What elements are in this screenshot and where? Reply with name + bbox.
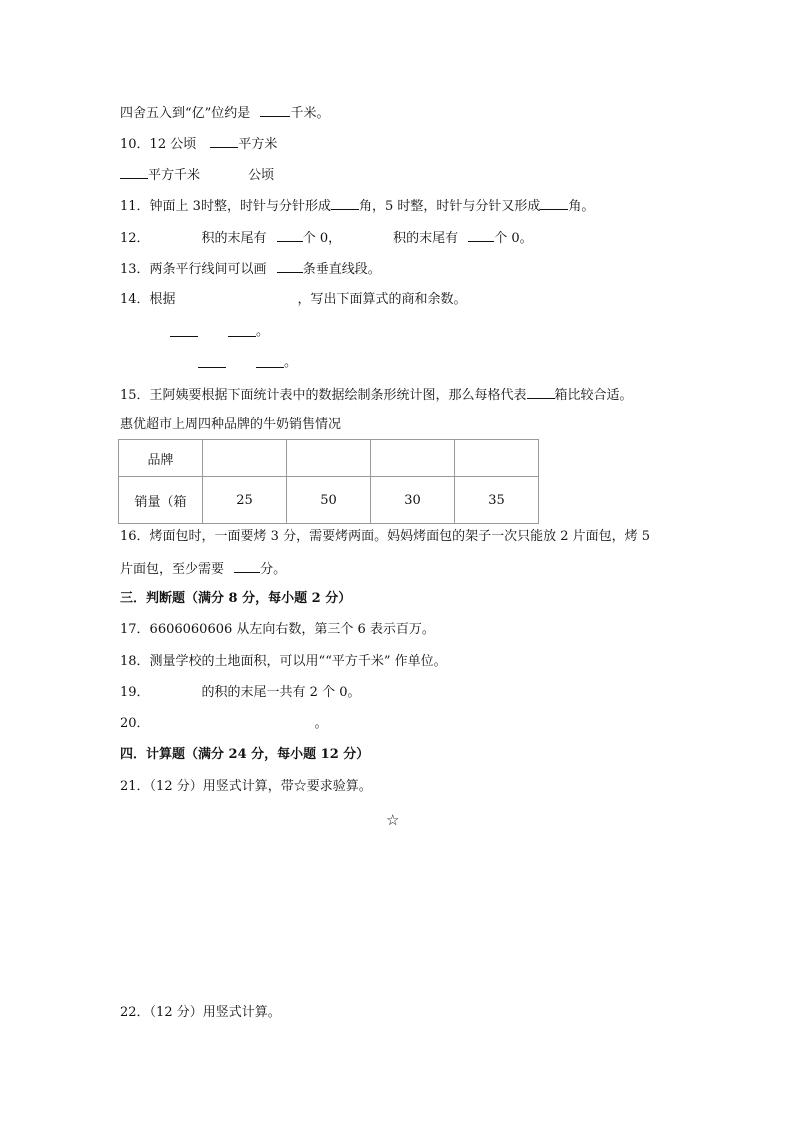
sales-cell: 35 — [455, 477, 539, 524]
answer-blank[interactable] — [260, 104, 290, 117]
row-label-brand: 品牌 — [119, 440, 203, 477]
q15-text: 15．王阿姨要根据下面统计表中的数据绘制条形统计图，那么每格代表 — [120, 388, 527, 403]
milk-sales-table — [118, 439, 539, 524]
q16-unit: 分。 — [260, 562, 287, 577]
section-3-heading: 三．判断题（满分 8 分，每小题 2 分） — [120, 591, 352, 606]
brand-cell — [371, 440, 455, 477]
answer-blank[interactable] — [170, 324, 198, 337]
q19-number: 19． — [120, 685, 150, 700]
q14-period-2: 。 — [284, 355, 298, 370]
q12-number: 12． — [120, 231, 150, 246]
answer-blank[interactable] — [234, 560, 260, 573]
question-10 — [120, 135, 277, 153]
q10b-unit-1: 平方千米 — [148, 168, 201, 183]
question-12 — [120, 229, 533, 247]
brand-cell — [287, 440, 371, 477]
sales-cell: 50 — [287, 477, 371, 524]
answer-blank[interactable] — [256, 355, 284, 368]
q11-text-2: 角，5 时整，时针与分针又形成 — [358, 199, 541, 214]
question-15 — [120, 386, 633, 404]
answer-blank[interactable] — [331, 197, 359, 210]
q12-text-4: 个 0。 — [494, 231, 533, 246]
question-16-line-1: 16．烤面包时，一面要烤 3 分，需要烤两面。妈妈烤面包的架子一次只能放 2 片面包，烤 5 — [120, 529, 651, 544]
section-4-heading: 四．计算题（满分 24 分，每小题 12 分） — [120, 747, 370, 762]
q9-unit: 千米。 — [290, 106, 330, 121]
question-13 — [120, 260, 381, 278]
answer-blank[interactable] — [228, 324, 256, 337]
q19-text: 的积的末尾一共有 2 个 0。 — [201, 685, 361, 700]
question-17: 17．6606060606 从左向右数，第三个 6 表示百万。 — [120, 622, 435, 637]
q11-text-1: 11．钟面上 3时整，时针与分针形成 — [120, 199, 331, 214]
q16-text: 片面包，至少需要 — [120, 562, 225, 577]
q15-text-2: 箱比较合适。 — [554, 388, 633, 403]
question-20 — [120, 716, 328, 732]
answer-blank[interactable] — [198, 355, 226, 368]
question-11 — [120, 197, 594, 215]
q14-period-1: 。 — [256, 324, 270, 339]
question-9-continuation — [120, 104, 329, 122]
answer-blank[interactable] — [120, 166, 148, 179]
answer-blank[interactable] — [527, 386, 555, 399]
row-label-sales: 销量（箱 — [119, 477, 203, 524]
question-18: 18．测量学校的土地面积，可以用““平方千米” 作单位。 — [120, 654, 447, 669]
q12-text-3: 积的末尾有 — [393, 231, 459, 246]
q13-text: 13．两条平行线间可以画 — [120, 262, 267, 277]
sales-cell: 30 — [371, 477, 455, 524]
q14-text: 14．根据 — [120, 292, 176, 307]
table-row — [119, 440, 539, 477]
brand-cell — [203, 440, 287, 477]
star-icon: ☆ — [386, 811, 400, 829]
q13-text-2: 条垂直线段。 — [302, 262, 381, 277]
question-16-line-2 — [120, 560, 286, 578]
q9-text: 四舍五入到“亿”位约是 — [120, 106, 251, 121]
q10b-unit-2: 公顷 — [248, 168, 275, 183]
q12-text-2: 个 0， — [302, 231, 342, 246]
q14-text-2: ，写出下面算式的商和余数。 — [297, 292, 467, 307]
answer-blank[interactable] — [277, 229, 303, 242]
question-22: 22．（12 分）用竖式计算。 — [120, 1005, 281, 1020]
answer-blank[interactable] — [210, 135, 238, 148]
answer-blank[interactable] — [540, 197, 568, 210]
question-10-part-2 — [120, 166, 274, 184]
table-caption: 惠优超市上周四种品牌的牛奶销售情况 — [120, 417, 342, 432]
answer-blank[interactable] — [277, 260, 303, 273]
q12-text-1: 积的末尾有 — [201, 231, 267, 246]
table-row — [119, 477, 539, 524]
q11-text-3: 角。 — [568, 199, 595, 214]
q10-unit: 平方米 — [238, 137, 278, 152]
answer-blank[interactable] — [468, 229, 494, 242]
q20-number: 20． — [120, 716, 150, 731]
brand-cell — [455, 440, 539, 477]
q20-period: 。 — [314, 716, 328, 731]
question-14 — [120, 292, 467, 308]
q10-text: 10．12 公顷 — [120, 137, 197, 152]
sales-cell: 25 — [203, 477, 287, 524]
question-19 — [120, 685, 361, 701]
question-21: 21．（12 分）用竖式计算，带☆要求验算。 — [120, 779, 372, 794]
